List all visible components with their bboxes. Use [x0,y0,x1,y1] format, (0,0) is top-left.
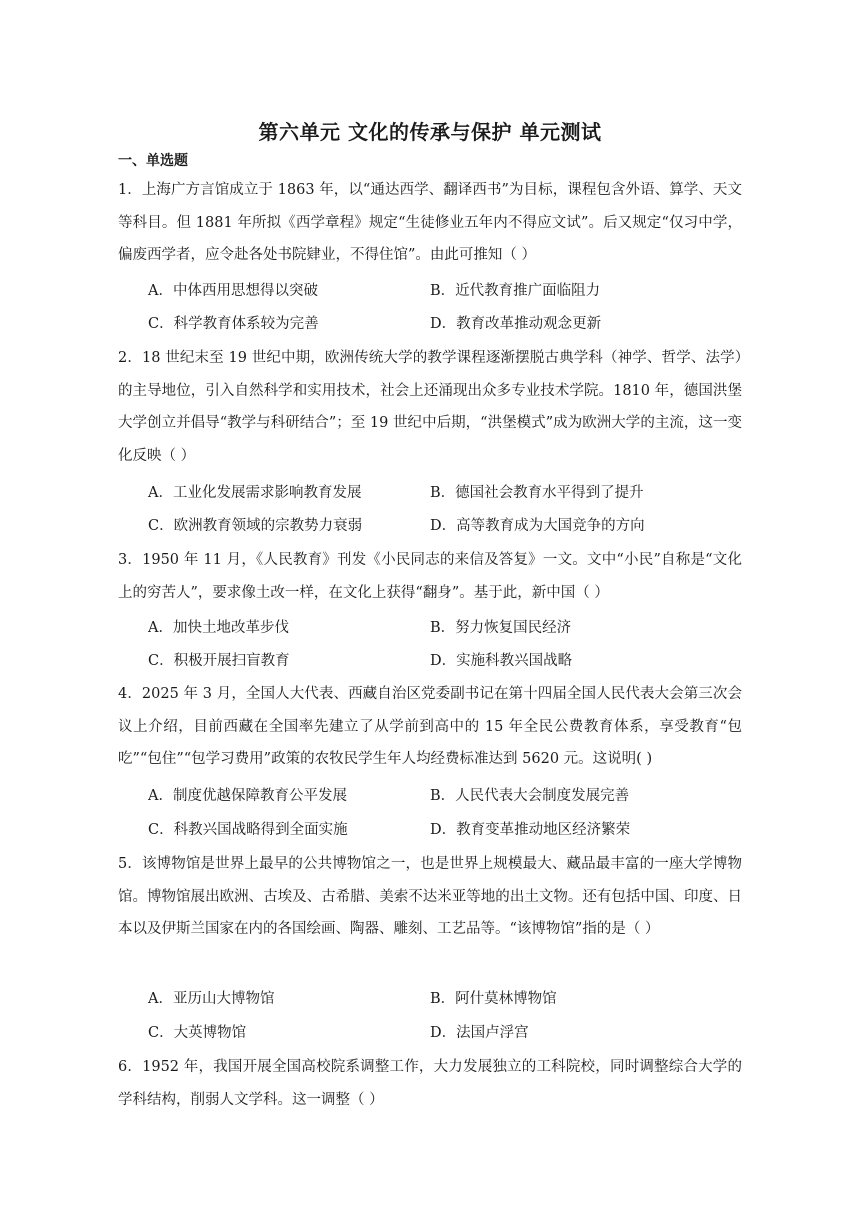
question-1-option-a[interactable]: A．中体西用思想得以突破 [148,283,318,299]
question-3-stem: 3．1950 年 11 月，《人民教育》刊发《小民同志的来信及答复》一文。文中“小民”自称是“文化上的穷苦人”，要求像土改一样，在文化上获得“翻身”。基于此，新中国（ ） [118,552,742,601]
question-1-option-b[interactable]: B．近代教育推广面临阻力 [430,283,601,299]
question-1-option-d[interactable]: D．教育改革推动观念更新 [430,316,602,332]
question-2-option-c[interactable]: C．欧洲教育领域的宗教势力衰弱 [148,518,363,534]
question-2-option-d[interactable]: D．高等教育成为大国竞争的方向 [430,518,645,534]
question-2-stem: 2．18 世纪末至 19 世纪中期，欧洲传统大学的教学课程逐渐摆脱古典学科（神学、哲学、法学）的主导地位，引入自然科学和实用技术，社会上还涌现出众多专业技术学院。1810 年，德国洪堡大学创立并倡导“教学与科研结合”；至 19 世纪中后期，“洪堡模式”成为欧洲大学的主流，这一变化反映（ ） [118,350,742,464]
question-2-option-b[interactable]: B．德国社会教育水平得到了提升 [430,485,644,501]
question-4-option-d[interactable]: D．教育变革推动地区经济繁荣 [430,822,631,838]
question-4-option-b[interactable]: B．人民代表大会制度发展完善 [430,788,630,804]
question-5-option-b[interactable]: B．阿什莫林博物馆 [430,991,557,1007]
question-4-stem: 4．2025 年 3 月，全国人大代表、西藏自治区党委副书记在第十四届全国人民代表大会第三次会议上介绍，目前西藏在全国率先建立了从学前到高中的 15 年全民公费教育体系，享受教育“包吃”“包住”“包学习费用”政策的农牧民学生年人均经费标准达到 5620 元。这说明( ) [118,686,742,767]
question-5-option-c[interactable]: C．大英博物馆 [148,1025,247,1041]
question-4-option-a[interactable]: A．制度优越保障教育公平发展 [148,788,347,804]
question-5-option-d[interactable]: D．法国卢浮宫 [430,1025,529,1041]
question-5-option-a[interactable]: A．亚历山大博物馆 [148,991,275,1007]
question-1-option-c[interactable]: C．科学教育体系较为完善 [148,316,319,332]
question-1-stem: 1．上海广方言馆成立于 1863 年，以“通达西学、翻译西书”为目标，课程包含外语、算学、天文等科目。但 1881 年所拟《西学章程》规定“生徒修业五年内不得应文试”。后又规定“仅习中学，偏废西学者，应令赴各处书院肄业，不得住馆”。由此可推知（ ） [118,182,742,263]
question-3-option-b[interactable]: B．努力恢复国民经济 [430,620,572,636]
question-3-option-c[interactable]: C．积极开展扫盲教育 [148,653,290,669]
question-5-stem: 5．该博物馆是世界上最早的公共博物馆之一，也是世界上规模最大、藏品最丰富的一座大学博物馆。博物馆展出欧洲、古埃及、古希腊、美索不达米亚等地的出土文物。还有包括中国、印度、日本以及伊斯兰国家在内的各国绘画、陶器、雕刻、工艺品等。“该博物馆”指的是（ ） [118,856,742,937]
page-title: 第六单元 文化的传承与保护 单元测试 [258,120,602,144]
question-2-option-a[interactable]: A．工业化发展需求影响教育发展 [148,485,362,501]
question-4-option-c[interactable]: C．科教兴国战略得到全面实施 [148,822,348,838]
section-heading: 一、单选题 [118,153,188,169]
question-3-option-d[interactable]: D．实施科教兴国战略 [430,653,573,669]
question-3-option-a[interactable]: A．加快土地改革步伐 [148,620,289,636]
question-6-stem: 6．1952 年，我国开展全国高校院系调整工作，大力发展独立的工科院校，同时调整综合大学的学科结构，削弱人文学科。这一调整（ ） [118,1059,742,1108]
